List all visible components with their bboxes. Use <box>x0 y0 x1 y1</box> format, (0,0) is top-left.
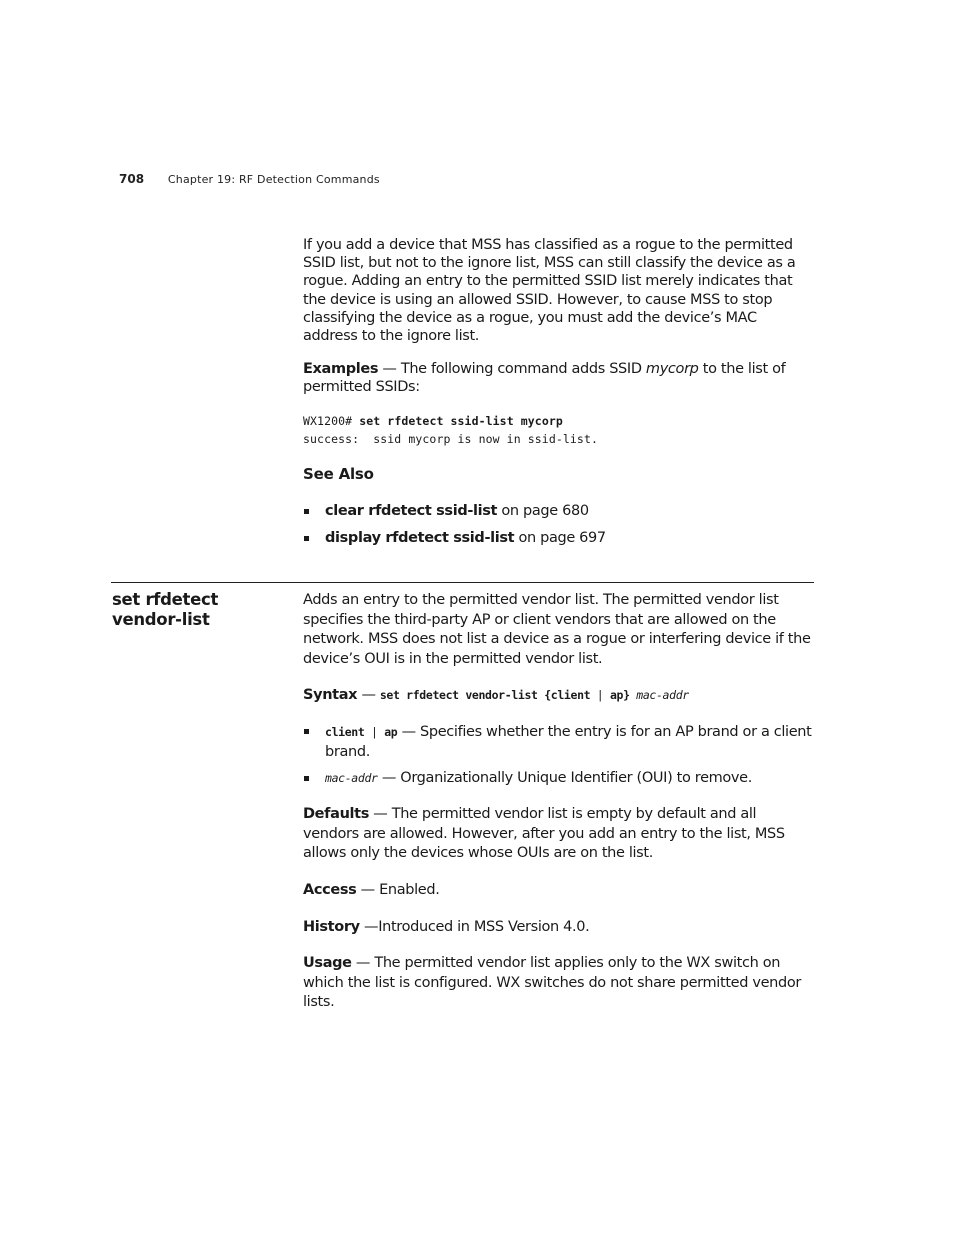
bullet-icon <box>304 729 309 734</box>
bullet-icon <box>304 536 309 541</box>
running-header <box>119 172 380 186</box>
code-line-command <box>303 413 598 431</box>
param-code-mac-addr: mac-addr <box>325 771 378 785</box>
defaults-label: Defaults <box>303 806 370 822</box>
examples-text-after: to the list of permitted SSIDs: <box>303 361 786 396</box>
param-code-ap: ap <box>384 725 398 739</box>
param-description: — Specifies whether the entry is for an AP brand or a client brand. <box>325 724 812 760</box>
section-title <box>112 590 292 630</box>
param-item <box>325 769 815 788</box>
code-example <box>303 413 598 448</box>
intro-paragraph: If you add a device that MSS has classified as a rogue to the permitted SSID list, but not to the ignore list, MSS can still classify the device as a rogue. Adding an entry to the permitted SSID list merely indicates that the device is using an allowed SSID. However, to cause MSS to stop classifying the device as a rogue, you must add the device’s MAC address to the ignore list. <box>303 237 796 345</box>
section-title-line1: set rfdetect <box>112 590 219 609</box>
syntax-line <box>303 686 823 704</box>
section-divider <box>111 582 814 583</box>
param-description: — Organizationally Unique Identifier (OUI) to remove. <box>377 770 752 786</box>
code-line-output: success: ssid mycorp is now in ssid-list. <box>303 431 598 446</box>
examples-ssid: mycorp <box>645 361 699 377</box>
examples-label: Examples <box>303 361 379 377</box>
chapter-title: Chapter 19: RF Detection Commands <box>167 173 380 186</box>
see-also-heading: See Also <box>303 465 374 483</box>
section-title-line2: vendor-list <box>112 610 210 629</box>
usage-text: — The permitted vendor list applies only to the WX switch on which the list is configured. WX switches do not share permitted vendor lists. <box>303 955 801 1010</box>
access-text: — Enabled. <box>356 882 440 898</box>
examples-text-before: — The following command adds SSID <box>378 361 646 377</box>
access-label: Access <box>303 882 357 898</box>
param-item <box>325 722 815 762</box>
see-also-item[interactable] <box>325 502 589 521</box>
see-also-command[interactable]: display rfdetect ssid-list <box>325 530 515 546</box>
param-pipe: | <box>364 725 385 739</box>
see-also-command[interactable]: clear rfdetect ssid-list <box>325 503 498 519</box>
see-also-page-ref: on page 697 <box>514 530 606 546</box>
defaults-text: — The permitted vendor list is empty by default and all vendors are allowed. However, after you add an entry to the list, MSS allows only the devices whose OUIs are on the list. <box>303 806 785 861</box>
syntax-dash: — <box>357 687 380 703</box>
examples-paragraph <box>303 360 815 396</box>
syntax-label: Syntax <box>303 687 358 703</box>
code-prompt: WX1200# <box>303 414 353 428</box>
code-command: set rfdetect ssid-list mycorp <box>359 414 563 428</box>
usage-paragraph <box>303 954 815 1013</box>
syntax-pipe: | <box>590 688 610 702</box>
section-description: Adds an entry to the permitted vendor list. The permitted vendor list specifies the third-party AP or client vendors that are allowed on the network. MSS does not list a device as a rogue or interfering device if the device’s OUI is in the permitted vendor list. <box>303 592 811 667</box>
param-code-client: client <box>325 725 365 739</box>
page-number: 708 <box>119 172 145 186</box>
bullet-icon <box>304 776 309 781</box>
syntax-ap: ap} <box>609 688 630 702</box>
history-text: —Introduced in MSS Version 4.0. <box>359 919 590 935</box>
see-also-item[interactable] <box>325 529 606 548</box>
history-paragraph <box>303 918 815 936</box>
syntax-command: set rfdetect vendor-list {client <box>379 688 591 702</box>
bullet-icon <box>304 509 309 514</box>
see-also-page-ref: on page 680 <box>497 503 589 519</box>
defaults-paragraph <box>303 805 815 864</box>
access-paragraph <box>303 881 815 899</box>
history-label: History <box>303 919 360 935</box>
syntax-param: mac-addr <box>636 688 689 702</box>
usage-label: Usage <box>303 955 352 971</box>
